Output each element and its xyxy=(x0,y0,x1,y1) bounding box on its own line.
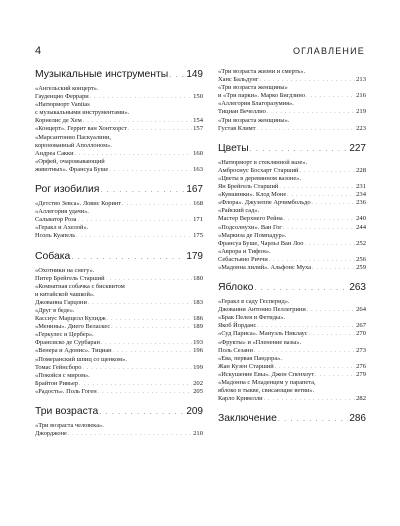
entry-last-line xyxy=(35,323,203,331)
entry-last-line xyxy=(218,76,366,84)
section-title: Три возраста xyxy=(35,406,99,417)
toc-entry[interactable] xyxy=(218,84,366,100)
entry-page-number: 171 xyxy=(193,216,203,224)
entry-text-line: «Цветы в деревянном вазоне». xyxy=(218,174,301,182)
toc-entry[interactable] xyxy=(218,339,366,355)
dot-leader xyxy=(109,168,192,173)
entry-text-line: Джованна Гарцони xyxy=(35,298,87,306)
entry-text-line: Густав Климт xyxy=(218,124,256,132)
entry-text-line: Корнелис де Хем xyxy=(35,117,82,125)
entry-last-line xyxy=(35,93,203,101)
section-title: Рог изобилия xyxy=(35,184,100,196)
section-heading[interactable] xyxy=(218,412,366,426)
running-head: ОГЛАВЛЕНИЕ xyxy=(292,46,365,56)
entry-page-number: 231 xyxy=(356,183,366,191)
entry-text-line: «Ева, первая Пандора». xyxy=(218,354,282,362)
entry-text-line: Джованни Антонио Пеллегрини xyxy=(218,306,306,314)
toc-entry[interactable] xyxy=(35,200,203,208)
toc-section xyxy=(35,68,203,174)
entry-last-line xyxy=(218,183,366,191)
toc-entry[interactable] xyxy=(218,207,366,223)
entry-text-line: Карло Кривелли xyxy=(218,395,263,403)
toc-entry[interactable] xyxy=(35,158,203,174)
entry-last-line xyxy=(35,339,203,347)
entry-text-line: Томас Гейнсборо xyxy=(35,363,82,371)
dot-leader xyxy=(78,218,193,223)
entry-text-line: «Покойся с миром». xyxy=(35,371,90,379)
entry-page-number: 213 xyxy=(356,76,366,84)
entry-page-number: 150 xyxy=(193,93,203,101)
entry-text-line: «Мадонна с Младенцем у парапета, xyxy=(218,379,316,386)
entry-page-number: 256 xyxy=(356,255,366,263)
toc-entry[interactable] xyxy=(35,323,203,331)
entry-last-line xyxy=(218,125,366,133)
entry-text-line: Франсуа Буше, Чарльз Ван Лоо xyxy=(218,239,304,247)
toc-entry[interactable] xyxy=(218,330,366,338)
toc-entry[interactable] xyxy=(35,125,203,133)
entry-last-line xyxy=(218,371,366,379)
dot-leader xyxy=(254,349,355,354)
dot-leader xyxy=(82,366,192,371)
dot-leader xyxy=(113,349,193,354)
toc-entry[interactable] xyxy=(218,100,366,116)
dot-leader xyxy=(75,152,193,157)
entry-last-line xyxy=(35,275,203,283)
toc-entry[interactable] xyxy=(218,314,366,330)
entry-last-line xyxy=(35,380,203,388)
dot-leader xyxy=(267,110,355,115)
entry-last-line xyxy=(218,92,366,100)
entry-text-line: «Аллегория удачи». xyxy=(35,208,89,216)
toc-entry[interactable] xyxy=(218,379,366,403)
entry-text-line: и «Три парки». Марко Бигдзино xyxy=(218,92,306,100)
toc-section xyxy=(218,142,366,272)
entry-last-line xyxy=(218,306,366,314)
dot-leader xyxy=(98,390,192,395)
entry-text-line: «Три возраста женщины» xyxy=(218,84,288,92)
entry-last-line xyxy=(35,299,203,307)
entry-page-number: 196 xyxy=(193,347,203,355)
entry-page-number: 259 xyxy=(356,263,366,271)
entry-last-line xyxy=(218,264,366,272)
entry-text-line: «Три возраста человека». xyxy=(35,422,104,429)
entry-text-line: «Концерт». Геррит ван Хонтхорст xyxy=(35,125,127,133)
dot-leader xyxy=(299,169,355,174)
entry-text-line: Амбросиус Босхарт Старший xyxy=(218,166,299,174)
dot-leader xyxy=(312,201,356,206)
dot-leader xyxy=(71,254,185,261)
section-page-number: 227 xyxy=(349,142,366,154)
entry-text-line: яблоко в тыкве, свисающие ветви». xyxy=(218,387,315,395)
entry-last-line xyxy=(35,315,203,323)
entry-last-line xyxy=(35,364,203,372)
entry-page-number: 234 xyxy=(356,191,366,199)
entry-page-number: 189 xyxy=(193,323,203,331)
toc-entry[interactable] xyxy=(35,267,203,283)
toc-entry[interactable] xyxy=(35,372,203,388)
entry-text-line: Себастьяно Риччи xyxy=(218,255,268,263)
section-heading[interactable] xyxy=(35,405,203,419)
entry-text-line: «Ангельский концерт». xyxy=(35,85,99,92)
entry-text-line: «Геракл в саду Гесперид». xyxy=(218,298,290,306)
dot-leader xyxy=(278,416,348,423)
entry-last-line xyxy=(35,232,203,240)
dot-leader xyxy=(283,226,355,231)
entry-text-line: «Венера и Адонис». Тициан xyxy=(35,347,112,355)
entry-text-line: коронованный Аполлоном». xyxy=(35,141,112,149)
section-page-number: 263 xyxy=(349,282,366,294)
toc-entry[interactable] xyxy=(35,101,203,125)
toc-entry[interactable] xyxy=(35,422,203,438)
toc-entry[interactable] xyxy=(35,224,203,240)
entry-page-number: 279 xyxy=(356,370,366,378)
entry-text-line: «Померанский шпиц со щенком». xyxy=(35,355,127,363)
entry-last-line xyxy=(35,117,203,125)
entry-page-number: 219 xyxy=(356,108,366,116)
toc-entry[interactable] xyxy=(35,347,203,355)
entry-text-line: Сальватор Роза xyxy=(35,216,77,224)
entry-last-line xyxy=(35,216,203,224)
entry-page-number: 276 xyxy=(356,362,366,370)
dot-leader xyxy=(122,202,192,207)
entry-text-line: Ноэль Куапель xyxy=(35,232,76,240)
entry-text-line: Кассиус Марцелл Кулидж xyxy=(35,315,106,323)
entry-page-number: 163 xyxy=(193,165,203,173)
toc-entry[interactable] xyxy=(218,355,366,371)
toc-entry[interactable] xyxy=(35,283,203,307)
dot-leader xyxy=(257,127,356,132)
dot-leader xyxy=(306,94,355,99)
entry-text-line: с музыкальными инструментами». xyxy=(35,109,130,117)
entry-page-number: 264 xyxy=(356,306,366,314)
entry-text-line: «Три возраста жизни и смерть». xyxy=(218,68,306,75)
toc-entry[interactable] xyxy=(35,331,203,347)
entry-text-line: «Марсантонио Паскуалини, xyxy=(35,133,111,141)
dot-leader xyxy=(257,324,355,329)
toc-section xyxy=(35,250,203,397)
entry-last-line xyxy=(218,240,366,248)
entry-page-number: 154 xyxy=(193,117,203,125)
entry-page-number: 183 xyxy=(193,298,203,306)
entry-last-line xyxy=(35,347,203,355)
entry-text-line: Франсиско де Сурбаран xyxy=(35,339,100,347)
toc-column-right xyxy=(218,68,366,435)
dot-leader xyxy=(279,185,355,190)
entry-text-line: Андреа Сакки xyxy=(35,149,74,157)
toc-section xyxy=(35,405,203,438)
page-number: 4 xyxy=(35,45,42,57)
dot-leader xyxy=(106,277,193,282)
dot-leader xyxy=(264,397,356,402)
toc-entry[interactable] xyxy=(35,307,203,323)
toc-entry[interactable] xyxy=(218,117,366,133)
entry-text-line: Тициан Вечеллио xyxy=(218,108,266,116)
entry-last-line xyxy=(35,200,203,208)
dot-leader xyxy=(107,317,192,322)
entry-text-line: «Геракл и Ахелой». xyxy=(35,224,89,232)
entry-text-line: Питер Брейгель Старший xyxy=(35,274,105,282)
toc-entry[interactable] xyxy=(35,134,203,158)
entry-last-line xyxy=(218,167,366,175)
section-title: Цветы xyxy=(218,142,249,154)
entry-last-line xyxy=(218,363,366,371)
entry-page-number: 175 xyxy=(193,232,203,240)
entry-text-line: «Три возраста женщины». xyxy=(218,116,290,124)
entry-text-line: «Мадонна лилий». Альфонс Муха xyxy=(218,263,312,271)
entry-text-line: «Аллегория Благоразумия». xyxy=(218,100,294,108)
section-title: Заключение xyxy=(218,413,277,425)
entry-text-line: «Менины». Диего Веласкес xyxy=(35,323,111,331)
entry-text-line: «Подсолнухи». Ван Гог xyxy=(218,223,282,231)
dot-leader xyxy=(68,432,192,437)
entry-page-number: 223 xyxy=(356,124,366,132)
entry-page-number: 186 xyxy=(193,315,203,323)
entry-text-line: Брайтон Ривьер xyxy=(35,379,78,387)
entry-last-line xyxy=(218,215,366,223)
dot-leader xyxy=(83,119,192,124)
entry-page-number: 193 xyxy=(193,339,203,347)
toc-entry[interactable] xyxy=(35,388,203,396)
dot-leader xyxy=(79,382,192,387)
dot-leader xyxy=(275,365,355,370)
entry-page-number: 168 xyxy=(193,200,203,208)
entry-text-line: «Искушение Евы». Джон Спенхоут xyxy=(218,370,315,378)
entry-text-line: «Натюрморт в стеклянной вазе». xyxy=(218,158,308,166)
section-heading[interactable] xyxy=(35,68,203,82)
entry-page-number: 199 xyxy=(193,363,203,371)
entry-page-number: 205 xyxy=(193,387,203,395)
entry-text-line: «Аврора и Тифон». xyxy=(218,247,271,255)
dot-leader xyxy=(259,78,355,83)
entry-last-line xyxy=(35,430,203,438)
entry-last-line xyxy=(218,347,366,355)
entry-text-line: «Брак Пелея и Фетиды». xyxy=(218,314,286,322)
section-heading[interactable] xyxy=(35,250,203,264)
dot-leader xyxy=(287,193,355,198)
entry-page-number: 273 xyxy=(356,346,366,354)
section-title: Музыкальные инструменты xyxy=(35,69,169,80)
entry-text-line: животных». Франсуа Буше xyxy=(35,165,109,173)
entry-page-number: 282 xyxy=(356,395,366,403)
entry-text-line: «Маркиза де Помпадур». xyxy=(218,231,287,239)
dot-leader xyxy=(307,308,355,313)
entry-text-line: «Комнатная собачка с бисквитом xyxy=(35,282,125,290)
toc-entry[interactable] xyxy=(218,232,366,248)
dot-leader xyxy=(269,258,355,263)
toc-section xyxy=(218,412,366,426)
entry-page-number: 210 xyxy=(193,430,203,438)
entry-text-line: Джорджоне xyxy=(35,430,67,438)
dot-leader xyxy=(101,341,192,346)
entry-text-line: Гауденцио Феррари xyxy=(35,93,89,101)
entry-text-line: Якоб Йорданс xyxy=(218,322,257,330)
entry-page-number: 240 xyxy=(356,215,366,223)
toc-entry[interactable] xyxy=(218,159,366,175)
dot-leader xyxy=(304,242,355,247)
toc-entry[interactable] xyxy=(218,298,366,314)
entry-page-number: 228 xyxy=(356,166,366,174)
entry-last-line xyxy=(218,224,366,232)
entry-last-line xyxy=(35,388,203,396)
dot-leader xyxy=(100,187,185,194)
entry-last-line xyxy=(218,108,366,116)
dot-leader xyxy=(111,325,192,330)
entry-text-line: «Фрукты» и «Пленение вазы». xyxy=(218,338,302,346)
entry-text-line: «Флора». Джузеппе Арчимбольдо xyxy=(218,199,311,207)
toc-entry[interactable] xyxy=(218,191,366,199)
section-heading[interactable] xyxy=(35,183,203,197)
section-heading[interactable] xyxy=(218,142,366,156)
toc-column-left xyxy=(35,68,203,447)
entry-page-number: 180 xyxy=(193,274,203,282)
entry-page-number: 202 xyxy=(193,379,203,387)
toc-entry[interactable] xyxy=(218,371,366,379)
entry-text-line: «Геркулес и Цербер». xyxy=(35,331,94,339)
section-page-number: 149 xyxy=(186,69,203,80)
entry-last-line xyxy=(218,191,366,199)
entry-text-line: «Райский сад». xyxy=(218,207,260,215)
toc-entry[interactable] xyxy=(35,356,203,372)
toc-entry[interactable] xyxy=(218,175,366,191)
section-page-number: 286 xyxy=(349,413,366,425)
dot-leader xyxy=(88,301,192,306)
dot-leader xyxy=(284,217,355,222)
entry-last-line xyxy=(218,199,366,207)
section-title: Собака xyxy=(35,250,71,262)
toc-entry[interactable] xyxy=(35,85,203,101)
entry-text-line: Ханс Бальдунг xyxy=(218,76,259,84)
entry-last-line xyxy=(218,322,366,330)
entry-page-number: 267 xyxy=(356,322,366,330)
dot-leader xyxy=(128,127,192,132)
entry-text-line: и китайской чашкой». xyxy=(35,290,95,298)
toc-section xyxy=(218,68,366,133)
dot-leader xyxy=(99,409,185,416)
dot-leader xyxy=(315,373,355,378)
entry-last-line xyxy=(35,150,203,158)
entry-page-number: 157 xyxy=(193,125,203,133)
section-heading[interactable] xyxy=(218,281,366,295)
entry-page-number: 270 xyxy=(356,330,366,338)
entry-last-line xyxy=(218,395,366,403)
toc-entry[interactable] xyxy=(35,208,203,224)
entry-text-line: «Натюрморт Vanitas xyxy=(35,101,90,109)
dot-leader xyxy=(169,72,185,79)
entry-text-line: Ян Брейгель Старший xyxy=(218,183,279,191)
entry-text-line: «Друг в беде». xyxy=(35,306,75,314)
toc-section xyxy=(35,183,203,240)
entry-last-line xyxy=(35,125,203,133)
entry-page-number: 252 xyxy=(356,239,366,247)
dot-leader xyxy=(308,332,355,337)
entry-text-line: «Орфей, очаровывающий xyxy=(35,157,105,165)
entry-text-line: Мастер Верхнего Рейна xyxy=(218,215,283,223)
toc-entry[interactable] xyxy=(218,199,366,207)
toc-entry[interactable] xyxy=(218,224,366,232)
entry-text-line: «Детство Зевса». Ловис Коринт xyxy=(35,200,122,208)
entry-page-number: 244 xyxy=(356,223,366,231)
dot-leader xyxy=(312,266,355,271)
section-page-number: 167 xyxy=(186,184,203,196)
section-page-number: 179 xyxy=(186,250,203,262)
entry-page-number: 236 xyxy=(356,199,366,207)
dot-leader xyxy=(90,95,192,100)
entry-last-line xyxy=(35,166,203,174)
entry-last-line xyxy=(218,256,366,264)
entry-text-line: «Охотники на снегу». xyxy=(35,266,95,274)
entry-text-line: «Радость». Поль Гоген xyxy=(35,387,97,395)
toc-entry[interactable] xyxy=(218,248,366,264)
toc-entry[interactable] xyxy=(218,264,366,272)
entry-text-line: «Суд Париса». Мануэль Никлаус xyxy=(218,330,308,338)
section-title: Яблоко xyxy=(218,282,254,294)
entry-text-line: Поль Сезанн xyxy=(218,346,253,354)
toc-entry[interactable] xyxy=(218,68,366,84)
entry-page-number: 216 xyxy=(356,92,366,100)
toc-section xyxy=(218,281,366,403)
entry-page-number: 160 xyxy=(193,149,203,157)
entry-last-line xyxy=(218,330,366,338)
entry-text-line: Жан Кузен Старший xyxy=(218,362,274,370)
dot-leader xyxy=(254,285,348,292)
dot-leader xyxy=(250,146,349,153)
entry-text-line: «Кувшинки». Клод Моне xyxy=(218,191,287,199)
dot-leader xyxy=(76,234,192,239)
section-page-number: 209 xyxy=(186,406,203,417)
